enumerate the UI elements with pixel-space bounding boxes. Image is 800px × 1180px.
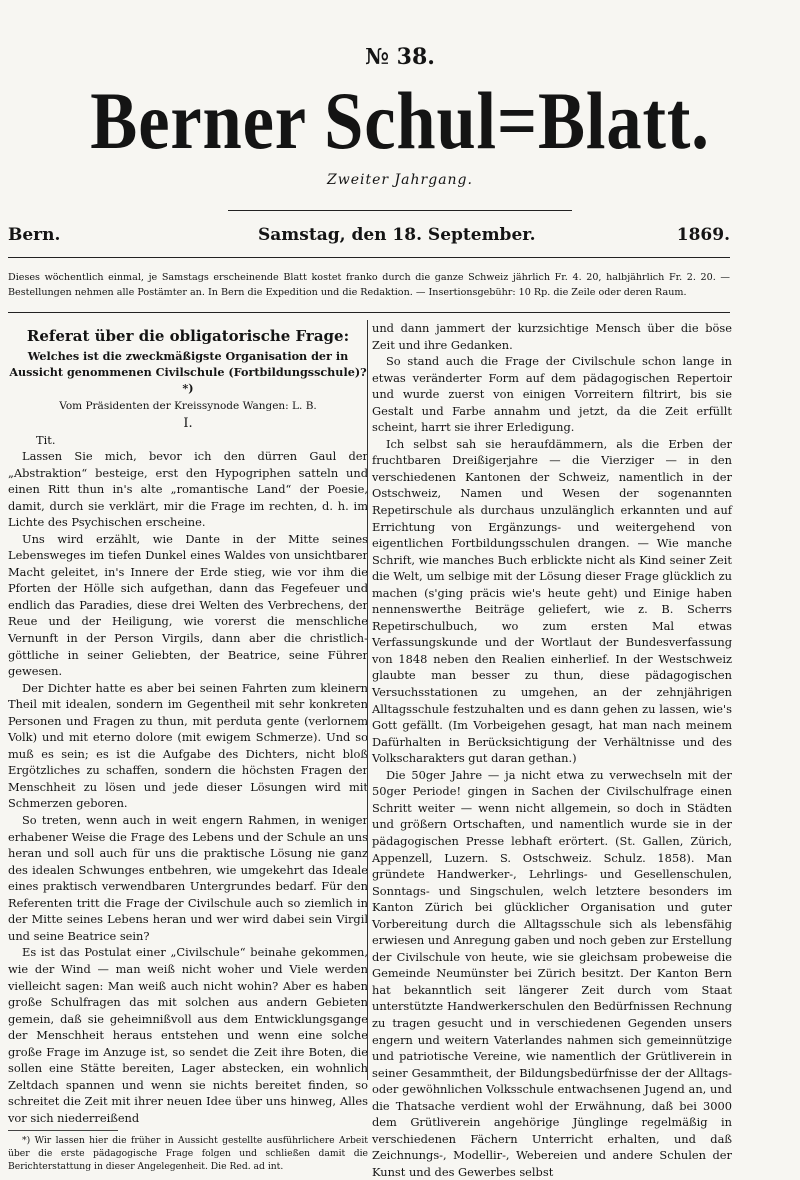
volume-subtitle: Zweiter Jahrgang. [327,172,473,188]
subscription-notice: Dieses wöchentlich einmal, je Samstags erscheinende Blatt kostet franko durch die ganze Schweiz jährlich Fr. 4. 20, halbjährlich Fr. 2. 20. — Bestellungen nehmen alle Postämter an. In Bern die Expedition und die Redaktion. — Insertionsgebühr: 10 Rp. die Zeile oder deren Raum. [8,272,730,298]
paragraph: Die 50ger Jahre — ja nicht etwa zu verwechseln mit der 50ger Periode! gingen in Sachen der Civilschulfrage einen Schritt weiter — wenn nicht allgemein, so doch in Städten und größern Ortschaften, und namentlich wurde sie in der pädagogischen Presse lebhaft erörtert. (St. Gallen, Zürich, Appenzell, Luzern. S. Ostschweiz. Schulz. 1858). Man gründete Handwerker-, Lehrlings- und Gesellenschulen, Sonntags- und Singschulen, welch letztere besonders im Kanton Zürich bei glücklicher Organisation und guter Vorbereitung durch die Alltagsschule sich als lebensfähig erwiesen und Anregung gaben und noch geben zur Erstellung der Civilschule von heute, wie sie gleichsam probeweise die Gemeinde Neumünster bei Zürich besitzt. Der Kanton Bern hat bekanntlich seit längerer Zeit durch vom Staat unterstützte Handwerkerschulen den Bedürfnissen Rechnung zu tragen gesucht und in verschiedenen Gegenden unsers engern und weitern Vaterlandes nahmen sich gemeinnützige und patriotische Vereine, wie namentlich der Grütliverein in seiner Gesammtheit, der Bildungsbedürfnisse der der Alltags- oder gewöhnlichen Volksschule entwachsenen Jugend an, und die Thatsache verdient wohl der Erwähnung, daß bei 3000 dem Grütliverein angehörige Jünglinge regelmäßig in verschiedenen Fächern Unterricht erhalten, und daß Zeichnungs-, Modellir-, Webereien und andere Schulen der Kunst und des Gewerbes selbst [372,767,732,1179]
paragraph: und dann jammert der kurzsichtige Mensch über die böse Zeit und ihre Gedanken. [372,321,732,352]
salutation: Tit. [36,433,56,447]
article-question: Welches ist die zweckmäßigste Organisation der in Aussicht genommenen Civilschule (Fortbildungsschule)?*) [9,349,367,395]
footnote: *) Wir lassen hier die früher in Aussicht gestellte ausführlichere Arbeit über die erste pädagogische Frage folgen und schließen damit die Berichterstattung in dieser Angelegenheit. Die Red. ad int. [8,1135,368,1173]
footnote-rule [8,1130,118,1131]
article-title: Referat über die obligatorische Frage: [26,327,350,345]
issue-date: Samstag, den 18. September. [258,225,536,245]
paragraph: Lassen Sie mich, bevor ich den dürren Gaul der „Abstraktion“ besteige, erst den Hypogriphen satteln und einen Ritt thun in's alte „romantische Land“ der Poesie, damit, durch sie verklärt, mir die Frage im rechten, d. h. im Lichte des Psychischen erscheine. [8,449,368,530]
header-rule-top [8,257,730,258]
paragraph: Der Dichter hatte es aber bei seinen Fahrten zum kleinern Theil mit idealen, sondern im Gegentheil mit sehr konkreten Personen und Fragen zu thun, mit perduta gente (verlornem Volk) und mit eterno dolore (mit ewigem Schmerze). Und so muß es sein; es ist die Aufgabe des Dichters, nicht bloß Ergötzliches zu schaffen, sondern die höchsten Fragen der Menschheit zu lösen und jede dieser Lösungen wird mit Schmerzen geboren. [8,680,368,811]
paragraph: So treten, wenn auch in weit engern Rahmen, in weniger erhabener Weise die Frage des Lebens und der Schule an uns heran und soll auch für uns die praktische Lösung nie ganz des idealen Schwunges entbehren, wie umgekehrt das Ideale eines praktisch verwendbaren Untergrundes bedarf. Für den Referenten tritt die Frage der Civilschule auch so ziemlich in der Mitte seines Lebens heran und wer wird dabei sein Virgil und seine Beatrice sein? [8,813,368,943]
header-rule-bottom [8,312,730,313]
paragraph: Uns wird erzählt, wie Dante in der Mitte seines Lebensweges im tiefen Dunkel eines Waldes von unsichtbarer Macht geleitet, in's Innere der Erde stieg, wie vor ihm die Pforten der Hölle sich aufgethan, dann das Fegefeuer und endlich das Paradies, diese drei Welten des Verbrechens, der Reue und der Heiligung, wie vorerst die menschliche Vernunft in der Person Virgils, dann aber die christlich-göttliche in seiner Geliebten, der Beatrice, seine Führer gewesen. [8,531,368,679]
column-left [8,320,368,1173]
title-divider [228,210,572,211]
column-right [372,320,732,1180]
newspaper-title: Berner Schul=Blatt. [90,75,710,166]
dateline [8,225,730,251]
section-number: I. [183,416,193,431]
issue-number: № 38. [365,44,435,70]
paragraph: Es ist das Postulat einer „Civilschule“ beinahe gekommen, wie der Wind — man weiß nicht woher und Viele werden vielleicht sagen: Man weiß auch nicht wohin? Aber es haben große Schulfragen das mit solchen aus andern Gebieten gemein, daß sie geheimnißvoll aus dem Entwicklungsgange der Menschheit heraus entstehen und wenn eine solche große Frage im Anzuge ist, so sendet die Zeit ihre Boten, die sollen eine Stätte bereiten, Lager abstecken, ein wohnlich Zeltdach spannen und wenn sie nichts bereitet finden, so schreitet die Zeit mit ihrer neuen Idee über uns hinweg, Alles vor sich niederreißend [8,945,368,1125]
column-divider [367,320,368,1080]
place-label: Bern. [8,225,61,245]
paragraph: Ich selbst sah sie heraufdämmern, als die Erben der fruchtbaren Dreißigerjahre — die Vierziger — in den verschiedenen Kantonen der Schweiz, namentlich in der Ostschweiz, Namen und Wesen der sogenannten Repetirschule als durchaus unzulänglich erkannten und auf Errichtung von Ergänzungs- und weitergehend von eigentlichen Fortbildungsschulen drangen. — Wie manche Schrift, wie manches Buch erblickte nicht als Kind seiner Zeit die Welt, um selbige mit der Lösung dieser Frage glücklich zu machen (s'ging präcis wie's heute geht) und Einige haben nennenswerthe Beiträge geliefert, wie z. B. Scherrs Repetirschulbuch, wo zum ersten Mal etwas Verfassungskunde und der Wortlaut der Bundesverfassung von 1848 neben den Realien einherlief. In der Westschweiz glaubte man besser zu thun, diese pädagogischen Versuchsstationen zu umgehen, an der zehnjährigen Alltagsschule festzuhalten und es dann gehen zu lassen, wie's Gott gefällt. (Im Vorbeigehen gesagt, hat man nach meinem Dafürhalten in Berücksichtigung der Verhältnisse und des Volkscharakters gut daran gethan.) [372,436,732,766]
paragraph: So stand auch die Frage der Civilschule schon lange in etwas veränderter Form auf dem pädagogischen Repertoir und wurde zuerst von einigen Vorreitern filtrirt, bis sie Gestalt und Farbe annahm und jetzt, da die Zeit erfüllt scheint, harrt sie ihrer Erledigung. [372,354,732,435]
issue-year: 1869. [676,225,730,245]
article-byline: Vom Präsidenten der Kreissynode Wangen: L. B. [59,400,317,412]
